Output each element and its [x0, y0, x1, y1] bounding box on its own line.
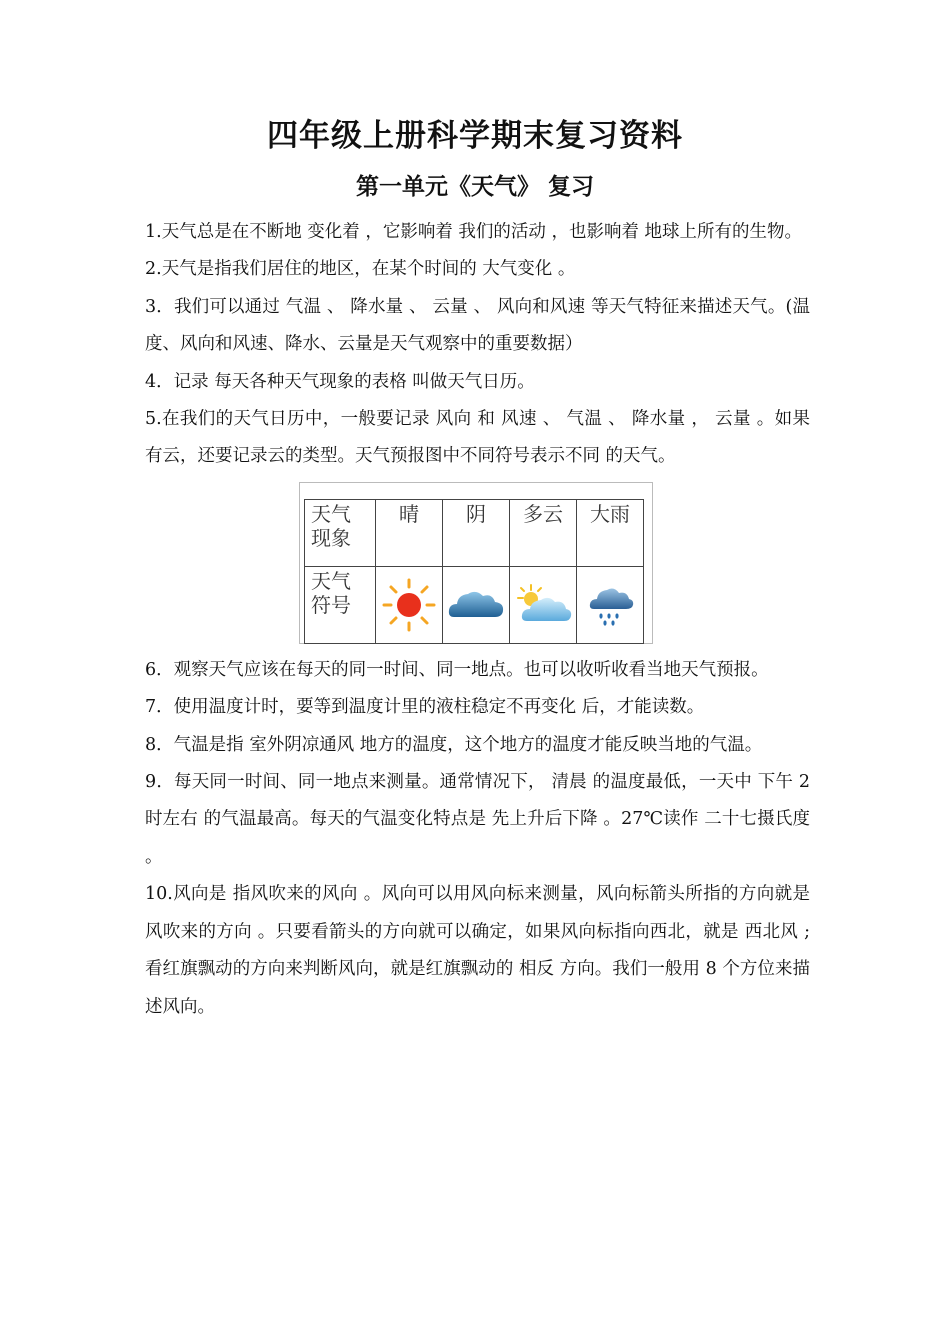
partly-cloudy-cell: [510, 566, 577, 643]
paragraph-9: 9．每天同一时间、同一地点来测量。通常情况下， 清晨 的温度最低，一天中 下午 2 时左右 的气温最高。每天的气温变化特点是 先上升后下降 。27℃读作 二十七摄氏度 。: [145, 772, 810, 867]
overcast-cell: [443, 566, 510, 643]
paragraph-5: 5.在我们的天气日历中，一般要记录 风向 和 风速 、 气温 、 降水量 ， 云量 。如果有云，还要记录云的类型。天气预报图中不同符号表示不同 的天气。: [145, 409, 810, 467]
weather-symbol-header: 天气符号: [305, 566, 376, 643]
heavy-rain-icon: [585, 583, 635, 627]
heavy-rain-cell: [577, 566, 644, 643]
overcast-cloud-icon: [446, 585, 506, 625]
paragraph-4: 4．记录 每天各种天气现象的表格 叫做天气日历。: [145, 371, 535, 392]
partly-cloudy-icon: [513, 583, 573, 627]
paragraph-1: 1.天气总是在不断地 变化着 ，它影响着 我们的活动 ，也影响着 地球上所有的生物。: [145, 222, 803, 242]
paragraph-7: 7．使用温度计时，要等到温度计里的液柱稳定不再变化 后，才能读数。: [145, 697, 705, 718]
weather-symbol-table: [304, 499, 644, 644]
paragraph-6: 6．观察天气应该在每天的同一时间、同一地点。也可以收听收看当地天气预报。: [145, 659, 769, 680]
column-sunny: 晴: [376, 499, 443, 566]
weather-phenomenon-header: 天气现象: [305, 499, 376, 566]
sun-icon: [381, 577, 437, 633]
column-cloudy: 多云: [510, 499, 577, 566]
unit-subtitle: 第一单元《天气》 复习: [355, 174, 594, 200]
weather-symbol-figure: [299, 482, 653, 644]
document-title: 四年级上册科学期末复习资料: [267, 118, 683, 154]
sun-cell: [376, 566, 443, 643]
paragraph-8: 8．气温是指 室外阴凉通风 地方的温度，这个地方的温度才能反映当地的气温。: [145, 734, 763, 755]
column-overcast: 阴: [443, 499, 510, 566]
document-body: [145, 214, 810, 1026]
paragraph-2: 2.天气是指我们居住的地区，在某个时间的 大气变化 。: [145, 259, 576, 280]
paragraph-10: 10.风向是 指风吹来的风向 。风向可以用风向标来测量，风向标箭头所指的方向就是 风吹来的方向 。只要看箭头的方向就可以确定，如果风向标指向西北，就是 西北风 ;看红旗飘动的方向来判断风向，就是红旗飘动的 相反 方向。我们一般用 8 个方位来描述风向。: [145, 884, 810, 1017]
paragraph-3: 3．我们可以通过 气温 、 降水量 、 云量 、 风向和风速 等天气特征来描述天气。(温度、风向和风速、降水、云量是天气观察中的重要数据）: [145, 296, 810, 355]
column-heavy-rain: 大雨: [577, 499, 644, 566]
